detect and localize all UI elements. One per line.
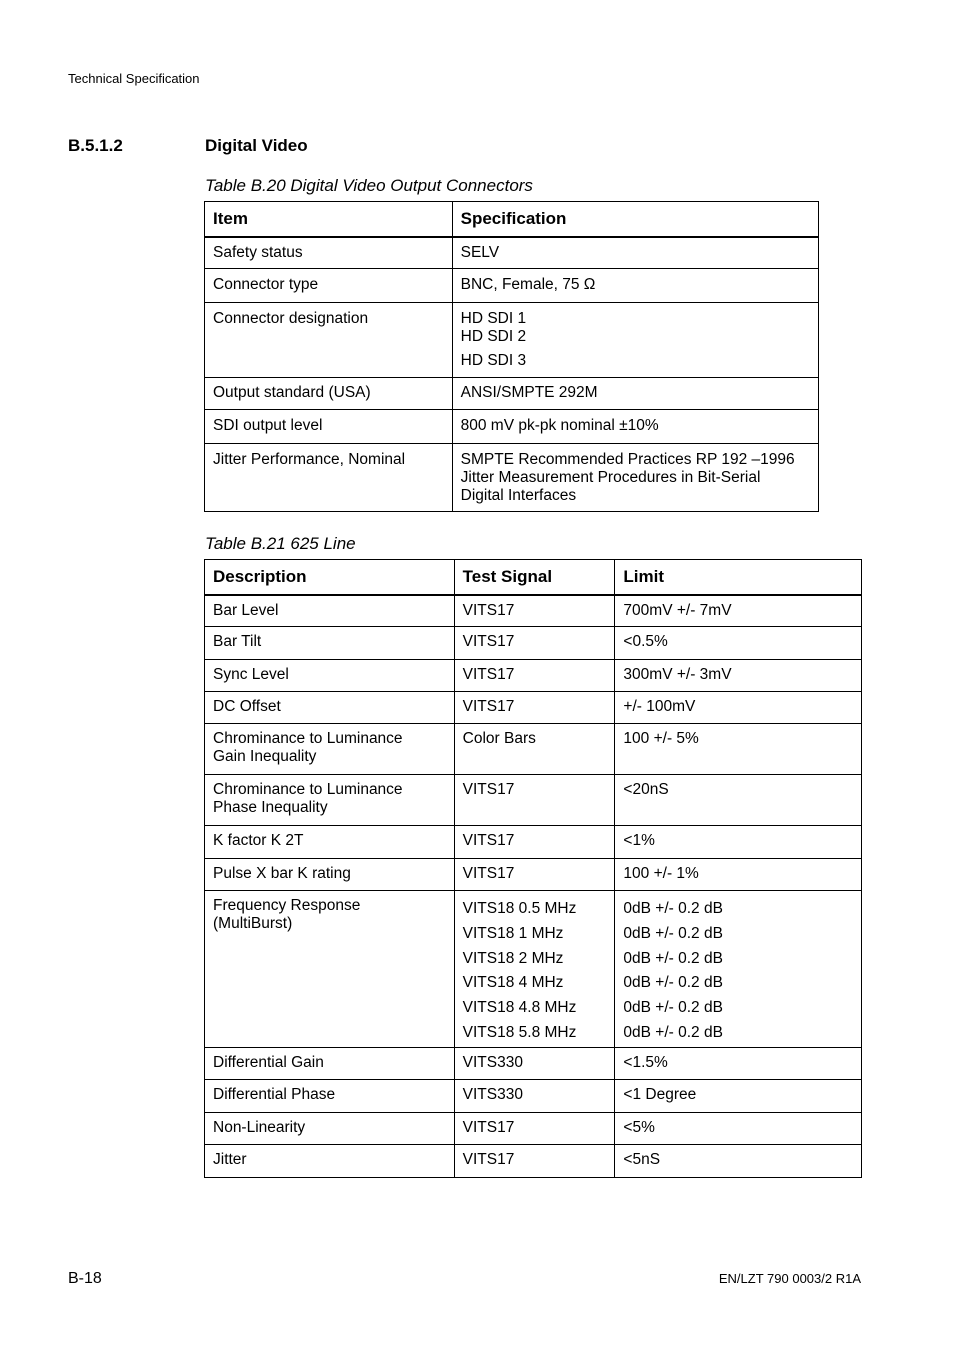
test-signal-cell bbox=[454, 724, 615, 775]
specification-cell-line: BNC, Female, 75 Ω bbox=[460, 276, 596, 293]
section-number: B.5.1.2 bbox=[68, 136, 123, 155]
table-row bbox=[205, 237, 819, 269]
description-cell bbox=[205, 891, 455, 1048]
test-signal-cell bbox=[454, 859, 615, 891]
description-cell-line: Chrominance to Luminance bbox=[213, 781, 403, 798]
test-signal-cell-line: VITS18 5.8 MHz bbox=[462, 1023, 577, 1041]
test-signal-cell bbox=[454, 775, 615, 826]
test-signal-cell bbox=[454, 627, 615, 660]
limit-cell-line: <1.5% bbox=[623, 1054, 668, 1071]
specification-cell bbox=[452, 303, 818, 378]
test-signal-cell-line: VITS17 bbox=[462, 1151, 515, 1168]
column-header-test-signal: Test Signal bbox=[454, 560, 615, 595]
table-digital-video-output-connectors bbox=[204, 201, 819, 512]
limit-cell-line: 100 +/- 1% bbox=[623, 865, 699, 882]
specification-cell bbox=[452, 378, 818, 410]
limit-cell bbox=[615, 859, 862, 891]
specification-cell-line: Jitter Measurement Procedures in Bit-Serial bbox=[460, 469, 761, 486]
description-cell bbox=[205, 692, 455, 724]
description-cell bbox=[205, 1113, 455, 1145]
table-row bbox=[205, 891, 862, 1048]
description-cell bbox=[205, 775, 455, 826]
limit-cell-line: 700mV +/- 7mV bbox=[623, 601, 732, 619]
item-cell: Output standard (USA) bbox=[205, 378, 453, 410]
table-row bbox=[205, 595, 862, 627]
limit-cell bbox=[615, 891, 862, 1048]
test-signal-cell-line: VITS17 bbox=[462, 698, 515, 715]
limit-cell bbox=[615, 660, 862, 692]
column-header-specification: Specification bbox=[452, 202, 818, 237]
table-row bbox=[205, 859, 862, 891]
table-row bbox=[205, 303, 819, 378]
limit-cell bbox=[615, 692, 862, 724]
limit-cell-line: <20nS bbox=[623, 781, 669, 798]
limit-cell bbox=[615, 775, 862, 826]
description-cell-line: Sync Level bbox=[213, 666, 289, 683]
specification-cell bbox=[452, 269, 818, 303]
description-cell-line: Frequency Response bbox=[213, 897, 361, 914]
item-cell: Connector designation bbox=[205, 303, 453, 378]
test-signal-cell-line: VITS17 bbox=[462, 865, 515, 882]
test-signal-cell bbox=[454, 1048, 615, 1080]
table-caption-b20: Table B.20 Digital Video Output Connectors bbox=[205, 176, 533, 195]
test-signal-cell-line: VITS17 bbox=[462, 781, 515, 798]
description-cell bbox=[205, 826, 455, 859]
limit-cell-line: 0dB +/- 0.2 dB bbox=[623, 974, 723, 992]
test-signal-cell-line: VITS330 bbox=[462, 1054, 523, 1071]
limit-cell-line: <0.5% bbox=[623, 633, 668, 650]
column-header-limit: Limit bbox=[615, 560, 862, 595]
description-cell-line: Bar Tilt bbox=[213, 633, 262, 650]
specification-cell-line: Digital Interfaces bbox=[460, 487, 577, 504]
description-cell bbox=[205, 1145, 455, 1178]
test-signal-cell-line: VITS17 bbox=[462, 832, 515, 849]
description-cell-line: Differential Gain bbox=[213, 1054, 324, 1071]
test-signal-cell bbox=[454, 660, 615, 692]
description-cell-line: DC Offset bbox=[213, 698, 281, 715]
specification-cell bbox=[452, 444, 818, 512]
limit-cell-line: 0dB +/- 0.2 dB bbox=[623, 1023, 723, 1041]
description-cell bbox=[205, 724, 455, 775]
section-title: Digital Video bbox=[205, 136, 308, 155]
table-row bbox=[205, 378, 819, 410]
table-caption-b21: Table B.21 625 Line bbox=[205, 534, 356, 553]
table-row bbox=[205, 444, 819, 512]
column-header-item: Item bbox=[205, 202, 453, 237]
specification-cell-line: HD SDI 3 bbox=[460, 352, 527, 369]
test-signal-cell bbox=[454, 1145, 615, 1178]
limit-cell bbox=[615, 627, 862, 660]
test-signal-cell-line: VITS17 bbox=[462, 633, 515, 650]
description-cell bbox=[205, 595, 455, 627]
specification-cell-line: 800 mV pk-pk nominal ±10% bbox=[460, 417, 659, 434]
limit-cell bbox=[615, 724, 862, 775]
document-id: EN/LZT 790 0003/2 R1A bbox=[718, 1271, 861, 1286]
test-signal-cell-line: VITS330 bbox=[462, 1086, 523, 1103]
description-cell-line: K factor K 2T bbox=[213, 832, 304, 849]
test-signal-cell-line: VITS17 bbox=[462, 666, 515, 683]
limit-cell bbox=[615, 826, 862, 859]
specification-cell bbox=[452, 410, 818, 444]
description-cell-line: Jitter bbox=[213, 1151, 247, 1168]
limit-cell bbox=[615, 1145, 862, 1178]
description-cell-line: Differential Phase bbox=[213, 1086, 336, 1103]
specification-cell-line: SMPTE Recommended Practices RP 192 –1996 bbox=[460, 451, 795, 468]
test-signal-cell bbox=[454, 595, 615, 627]
limit-cell-line: 0dB +/- 0.2 dB bbox=[623, 999, 723, 1017]
test-signal-cell bbox=[454, 826, 615, 859]
table-row bbox=[205, 1080, 862, 1113]
specification-cell-line: SELV bbox=[460, 243, 500, 261]
test-signal-cell-line: Color Bars bbox=[462, 730, 536, 747]
description-cell-line: Non-Linearity bbox=[213, 1119, 306, 1136]
description-cell-line: (MultiBurst) bbox=[213, 915, 293, 932]
page-number: B-18 bbox=[68, 1270, 102, 1287]
description-cell bbox=[205, 1080, 455, 1113]
item-cell: Safety status bbox=[205, 237, 453, 269]
test-signal-cell-line: VITS17 bbox=[462, 601, 515, 619]
limit-cell-line: <1% bbox=[623, 832, 655, 849]
limit-cell-line: 300mV +/- 3mV bbox=[623, 666, 732, 683]
limit-cell-line: <5% bbox=[623, 1119, 655, 1136]
running-header: Technical Specification bbox=[68, 71, 200, 86]
table-row bbox=[205, 269, 819, 303]
description-cell bbox=[205, 1048, 455, 1080]
column-header-description: Description bbox=[205, 560, 455, 595]
test-signal-cell-line: VITS18 4 MHz bbox=[462, 974, 564, 992]
limit-cell-line: <1 Degree bbox=[623, 1086, 697, 1103]
test-signal-cell bbox=[454, 692, 615, 724]
table-row bbox=[205, 826, 862, 859]
item-cell: Jitter Performance, Nominal bbox=[205, 444, 453, 512]
test-signal-cell-line: VITS18 4.8 MHz bbox=[462, 999, 577, 1017]
table-row bbox=[205, 1048, 862, 1080]
specification-cell-line: HD SDI 2 bbox=[460, 328, 527, 345]
test-signal-cell-line: VITS18 1 MHz bbox=[462, 924, 564, 942]
test-signal-cell-line: VITS18 0.5 MHz bbox=[462, 900, 577, 917]
table-row bbox=[205, 692, 862, 724]
limit-cell-line: 0dB +/- 0.2 dB bbox=[623, 949, 723, 967]
limit-cell-line: <5nS bbox=[623, 1151, 661, 1168]
test-signal-cell bbox=[454, 1080, 615, 1113]
limit-cell-line: 0dB +/- 0.2 dB bbox=[623, 900, 723, 917]
limit-cell bbox=[615, 595, 862, 627]
test-signal-cell-line: VITS17 bbox=[462, 1119, 515, 1136]
table-row bbox=[205, 1113, 862, 1145]
limit-cell bbox=[615, 1113, 862, 1145]
limit-cell-line: 0dB +/- 0.2 dB bbox=[623, 924, 723, 942]
table-row bbox=[205, 410, 819, 444]
description-cell bbox=[205, 859, 455, 891]
table-625-line bbox=[204, 559, 862, 1178]
description-cell-line: Chrominance to Luminance bbox=[213, 730, 403, 747]
specification-cell bbox=[452, 237, 818, 269]
table-row bbox=[205, 660, 862, 692]
description-cell bbox=[205, 627, 455, 660]
description-cell-line: Phase Inequality bbox=[213, 799, 328, 816]
limit-cell-line: 100 +/- 5% bbox=[623, 730, 699, 747]
table-row bbox=[205, 627, 862, 660]
table-row bbox=[205, 1145, 862, 1178]
limit-cell-line: +/- 100mV bbox=[623, 698, 696, 715]
limit-cell bbox=[615, 1080, 862, 1113]
table-row bbox=[205, 724, 862, 775]
limit-cell bbox=[615, 1048, 862, 1080]
test-signal-cell-line: VITS18 2 MHz bbox=[462, 949, 564, 967]
description-cell bbox=[205, 660, 455, 692]
item-cell: Connector type bbox=[205, 269, 453, 303]
specification-cell-line: HD SDI 1 bbox=[460, 310, 527, 327]
test-signal-cell bbox=[454, 1113, 615, 1145]
description-cell-line: Bar Level bbox=[213, 601, 279, 619]
test-signal-cell bbox=[454, 891, 615, 1048]
description-cell-line: Pulse X bar K rating bbox=[213, 865, 351, 882]
item-cell: SDI output level bbox=[205, 410, 453, 444]
description-cell-line: Gain Inequality bbox=[213, 748, 317, 765]
specification-cell-line: ANSI/SMPTE 292M bbox=[460, 384, 598, 401]
table-row bbox=[205, 775, 862, 826]
